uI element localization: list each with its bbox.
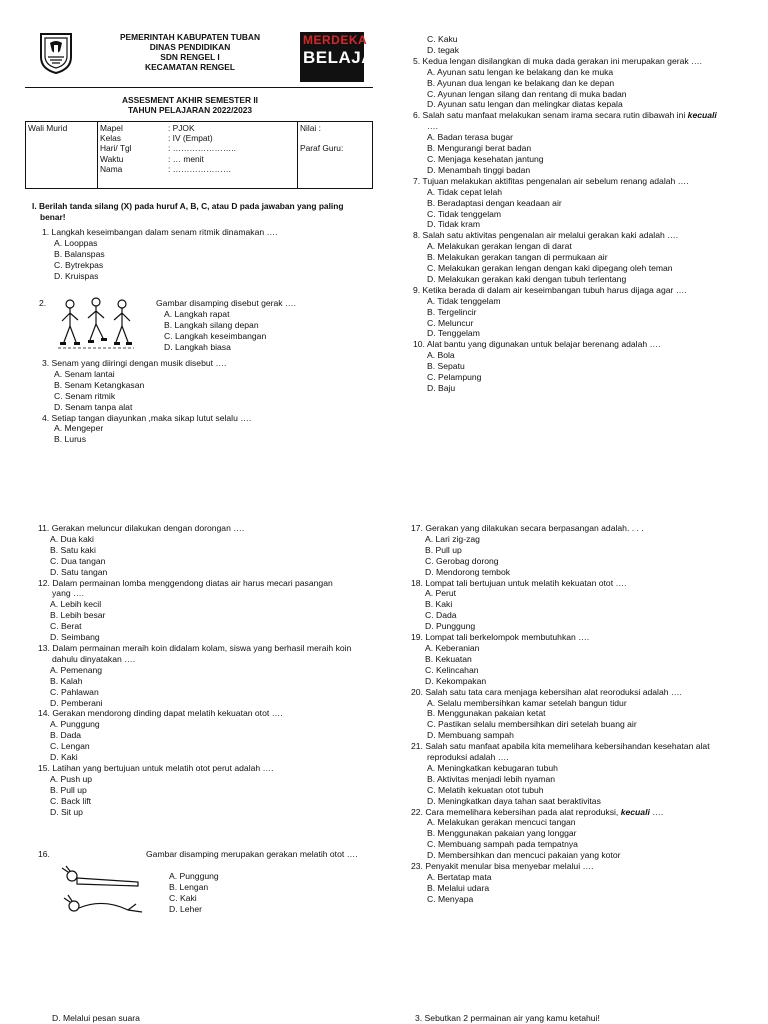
option[interactable]: C. Pastikan selalu membersihkan diri setelah buang air <box>427 719 637 730</box>
section-instruction <box>32 201 377 223</box>
option[interactable]: C. Kaki <box>169 892 197 903</box>
question-4: 4. Setiap tangan diayunkan ,maka sikap lutut selalu …. <box>42 412 252 423</box>
option[interactable]: D. Melakukan gerakan kaki dengan tubuh terlentang <box>427 273 627 284</box>
question-21-continuation: reproduksi adalah …. <box>427 752 509 763</box>
option[interactable]: D. Meningkatkan daya tahan saat beraktivitas <box>427 795 601 806</box>
nilai-label: Nilai : <box>300 123 321 133</box>
option[interactable]: A. Meningkatkan kebugaran tubuh <box>427 762 558 773</box>
question-13-continuation: dahulu dinyatakan …. <box>52 653 136 664</box>
option[interactable]: A. Bola <box>427 350 455 361</box>
option[interactable]: B. Lurus <box>54 434 87 445</box>
question-6-kecuali: kecuali <box>687 110 717 121</box>
option[interactable]: B. Melalui udara <box>427 882 490 893</box>
header-rule <box>25 87 373 88</box>
option[interactable]: B. Menggunakan pakaian yang longgar <box>427 828 577 839</box>
exam-title-line-1: ASSESMENT AKHIR SEMESTER II <box>121 95 259 105</box>
option[interactable]: A. Badan terasa bugar <box>427 132 513 143</box>
option[interactable]: D. Membuang sampah <box>427 730 514 741</box>
exam-title-line-2: TAHUN PELAJARAN 2022/2023 <box>127 105 253 115</box>
question-7: 7. Tujuan melakukan aktifitas pengenalan air sebelum renang adalah …. <box>413 175 689 186</box>
option[interactable]: C. Melatih kekuatan otot tubuh <box>427 784 544 795</box>
option[interactable]: C. Langkah keseimbangan <box>164 330 267 341</box>
option[interactable]: A. Langkah rapat <box>164 309 230 319</box>
option[interactable]: A. Melakukan gerakan lengan di darat <box>427 241 572 252</box>
wali-murid-label: Wali Murid <box>28 123 68 133</box>
option[interactable]: D. Mendorong tembok <box>425 566 511 577</box>
question-17: 17. Gerakan yang dilakukan secara berpasangan adalah. . . . <box>411 523 644 533</box>
option[interactable]: B. Melakukan gerakan tangan di permukaan air <box>427 252 608 263</box>
option[interactable]: D. Tidak kram <box>427 219 481 230</box>
mapel-label: Mapel <box>100 123 123 133</box>
right-column-bottom <box>411 523 756 905</box>
details-cell <box>98 122 298 189</box>
option[interactable]: C. Back lift <box>50 795 92 806</box>
option[interactable]: B. Lebih besar <box>50 610 106 621</box>
option[interactable]: C. Dua tangan <box>50 555 106 566</box>
option[interactable]: D. Senam tanpa alat <box>54 401 133 412</box>
question-23: 23. Penyakit menular bisa menyebar melalui …. <box>411 861 594 872</box>
walking-figures-image <box>56 296 138 354</box>
option[interactable]: A. Selalu membersihkan kamar setelah bangun tidur <box>427 697 627 708</box>
question-3: 3. Senam yang diiringi dengan musik disebut …. <box>42 358 227 368</box>
option[interactable]: A. Pemenang <box>50 664 103 675</box>
logo-line-1: MERDEKA <box>303 33 368 47</box>
header-line-1: PEMERINTAH KABUPATEN TUBAN <box>119 32 261 42</box>
question-8: 8. Salah satu aktivitas pengenalan air melalui gerakan kaki adalah …. <box>413 230 679 241</box>
section-instruction-line-1: I. Berilah tanda silang (X) pada huruf A, B, C, atau D pada jawaban yang paling <box>32 201 344 211</box>
option[interactable]: B. Lengan <box>169 881 209 892</box>
option[interactable]: D. Menambah tinggi badan <box>427 164 531 175</box>
question-9: 9. Ketika berada di dalam air keseimbangan tubuh harus dijaga agar …. <box>413 284 687 295</box>
option[interactable]: C. Bytrekpas <box>54 259 104 270</box>
option[interactable]: A. Looppas <box>54 237 98 248</box>
option[interactable]: B. Tergelincir <box>427 306 477 317</box>
option[interactable]: C. Menyapa <box>427 893 474 904</box>
option[interactable]: A. Punggung <box>169 871 219 881</box>
option[interactable]: D. Baju <box>427 383 456 393</box>
footer-right-text: 3. Sebutkan 2 permainan air yang kamu ketahui! <box>415 1013 600 1023</box>
option[interactable]: B. Ayunan dua lengan ke belakang dan ke depan <box>427 77 615 88</box>
option[interactable]: A. Tidak tenggelam <box>427 295 501 306</box>
option[interactable]: A. Bertatap mata <box>427 872 492 882</box>
option[interactable]: B. Mengurangi berat badan <box>427 143 532 154</box>
option[interactable]: A. Mengeper <box>54 423 104 434</box>
paraf-guru-label: Paraf Guru: <box>300 143 344 154</box>
option[interactable]: A. Ayunan satu lengan ke belakang dan ke muka <box>427 66 614 77</box>
question-20: 20. Salah satu tata cara menjaga kebersihan alat reoroduksi adalah …. <box>411 686 682 697</box>
option[interactable]: D. tegak <box>427 44 460 55</box>
option[interactable]: C. Kelincahan <box>425 664 479 675</box>
option[interactable]: C. Membuang sampah pada tempatnya <box>427 839 578 850</box>
question-block-1 <box>42 227 387 282</box>
exam-title <box>85 95 295 115</box>
option[interactable]: B. Langkah silang depan <box>164 319 259 330</box>
option[interactable]: C. Menjaga kesehatan jantung <box>427 153 544 164</box>
option[interactable]: A. Lari zig-zag <box>425 533 480 544</box>
question-13: 13. Dalam permainan meraih koin didalam kolam, siswa yang berhasil meraih koin <box>38 642 352 653</box>
nama-value: : ………………… <box>168 163 232 174</box>
question-22-kecuali: kecuali <box>620 806 650 817</box>
option[interactable]: C. Dada <box>425 610 457 621</box>
option[interactable]: B. Menggunakan pakaian ketat <box>427 708 546 719</box>
waktu-label: Waktu <box>100 153 124 164</box>
option[interactable]: D. Kekompakan <box>425 675 487 686</box>
option[interactable]: B. Dada <box>50 730 82 741</box>
option[interactable]: C. Ayunan lengan silang dan rentang di muka badan <box>427 88 627 99</box>
left-column-bottom <box>38 523 383 817</box>
option[interactable]: C. Berat <box>50 621 82 632</box>
option[interactable]: A. Punggung <box>50 719 100 730</box>
option[interactable]: A. Keberanian <box>425 642 480 653</box>
question-2-number: 2. <box>39 298 47 308</box>
kelas-value: : IV (Empat) <box>168 133 213 144</box>
question-block-3 <box>42 358 387 445</box>
exercise-figures-image <box>58 864 150 922</box>
question-22-tail: …. <box>649 806 664 817</box>
option[interactable]: C. Pelampung <box>427 372 482 383</box>
question-6-continuation: …. <box>427 121 438 132</box>
header-line-4: KECAMATAN RENGEL <box>145 62 235 72</box>
option[interactable]: B. Balanspas <box>54 248 105 259</box>
question-2-options <box>164 309 266 353</box>
question-5: 5. Kedua lengan disilangkan di muka dada gerakan ini merupakan gerak …. <box>413 55 703 66</box>
section-instruction-line-2: benar! <box>40 212 66 222</box>
option[interactable]: B. Kaki <box>425 599 453 610</box>
option[interactable]: B. Kalah <box>50 675 83 686</box>
option[interactable]: D. Seimbang <box>50 632 100 643</box>
option[interactable]: C. Pahlawan <box>50 686 99 697</box>
option[interactable]: A. Lebih kecil <box>50 599 102 610</box>
header-line-2: DINAS PENDIDIKAN <box>149 42 231 52</box>
option[interactable]: C. Lengan <box>50 741 90 752</box>
option[interactable]: C. Melakukan gerakan lengan dengan kaki dipegang oleh teman <box>427 263 673 274</box>
option[interactable]: B. Pull up <box>425 544 462 555</box>
question-22 <box>411 807 756 818</box>
option[interactable]: B. Beradaptasi dengan keadaan air <box>427 197 562 208</box>
question-16-text: Gambar disamping merupakan gerakan melatih otot …. <box>146 849 358 859</box>
option[interactable]: D. Ayunan satu lengan dan melingkar diatas kepala <box>427 99 623 110</box>
student-info-table <box>25 121 373 189</box>
option[interactable]: D. Tenggelam <box>427 328 480 339</box>
footer-left-text: D. Melalui pesan suara <box>52 1013 140 1023</box>
waktu-value: : … menit <box>168 153 204 164</box>
question-12: 12. Dalam permainan lomba menggendong diatas air harus mecari pasangan <box>38 577 333 588</box>
option[interactable]: C. Gerobag dorong <box>425 555 499 566</box>
question-15: 15. Latihan yang bertujuan untuk melatih otot perut adalah …. <box>38 762 274 773</box>
question-21: 21. Salah satu manfaat apabila kita memelihara kebersihandan kesehatan alat <box>411 741 710 752</box>
question-18: 18. Lompat tali bertujuan untuk melatih kekuatan otot …. <box>411 577 627 588</box>
option[interactable]: D. Membersihkan dan mencuci pakaian yang kotor <box>427 850 621 861</box>
merdeka-belajar-logo <box>300 32 387 82</box>
question-12-continuation: yang …. <box>52 588 85 599</box>
question-14: 14. Gerakan mendorong dinding dapat melatih kekuatan otot …. <box>38 708 283 719</box>
question-6-text: 6. Salah satu manfaat melakukan senam irama secara rutin dibawah ini <box>413 110 688 121</box>
option[interactable]: A. Push up <box>50 773 93 784</box>
option[interactable]: D. Kaki <box>50 752 78 763</box>
option[interactable]: B. Senam Ketangkasan <box>54 379 145 390</box>
question-11: 11. Gerakan meluncur dilakukan dengan dorongan …. <box>38 523 245 533</box>
option[interactable]: B. Pull up <box>50 784 87 795</box>
option[interactable]: D. Sit up <box>50 806 83 817</box>
option[interactable]: A. Tidak cepat lelah <box>427 186 503 197</box>
option[interactable]: B. Kekuatan <box>425 653 472 664</box>
question-2-text: Gambar disamping disebut gerak …. <box>156 298 296 308</box>
option[interactable]: B. Satu kaki <box>50 544 96 555</box>
kelas-label: Kelas <box>100 133 121 144</box>
nama-label: Nama <box>100 163 123 174</box>
option[interactable]: D. Langkah biasa <box>164 341 231 352</box>
option[interactable]: D. Leher <box>169 903 202 914</box>
school-header <box>85 32 295 72</box>
question-10: 10. Alat bantu yang digunakan untuk belajar berenang adalah …. <box>413 339 661 350</box>
header-line-3: SDN RENGEL I <box>160 52 220 62</box>
option[interactable]: D. Pemberani <box>50 697 103 708</box>
hari-tgl-label: Hari/ Tgl <box>100 143 132 154</box>
option[interactable]: A. Perut <box>425 588 457 599</box>
question-6 <box>413 110 753 121</box>
question-22-text: 22. Cara memelihara kebersihan pada alat reproduksi, <box>411 806 621 817</box>
option[interactable]: A. Dua kaki <box>50 533 94 544</box>
question-16-number: 16. <box>38 849 50 859</box>
option[interactable]: C. Kaku <box>427 34 458 44</box>
hari-tgl-value: : ………………….. <box>168 143 236 154</box>
option[interactable]: D. Punggung <box>425 621 476 632</box>
wali-murid-cell <box>26 122 98 189</box>
option[interactable]: B. Aktivitas menjadi lebih nyaman <box>427 773 556 784</box>
option[interactable]: B. Sepatu <box>427 361 465 372</box>
grade-cell <box>298 122 373 189</box>
option[interactable]: D. Kruispas <box>54 270 99 281</box>
question-19: 19. Lompat tali berkelompok membutuhkan …. <box>411 632 590 643</box>
option[interactable]: C. Meluncur <box>427 317 474 328</box>
question-1: 1. Langkah keseimbangan dalam senam ritmik dinamakan …. <box>42 227 278 237</box>
logo-line-2: BELAJAR <box>303 48 387 67</box>
question-16-options <box>169 871 219 915</box>
option[interactable]: A. Melakukan gerakan mencuci tangan <box>427 817 576 828</box>
option[interactable]: C. Tidak tenggelam <box>427 208 502 219</box>
mapel-value: : PJOK <box>168 123 195 133</box>
option[interactable]: D. Satu tangan <box>50 566 108 577</box>
right-column-top <box>413 34 753 394</box>
option[interactable]: A. Senam lantai <box>54 368 115 379</box>
tuban-crest-logo <box>38 31 74 75</box>
option[interactable]: C. Senam ritmik <box>54 390 116 401</box>
